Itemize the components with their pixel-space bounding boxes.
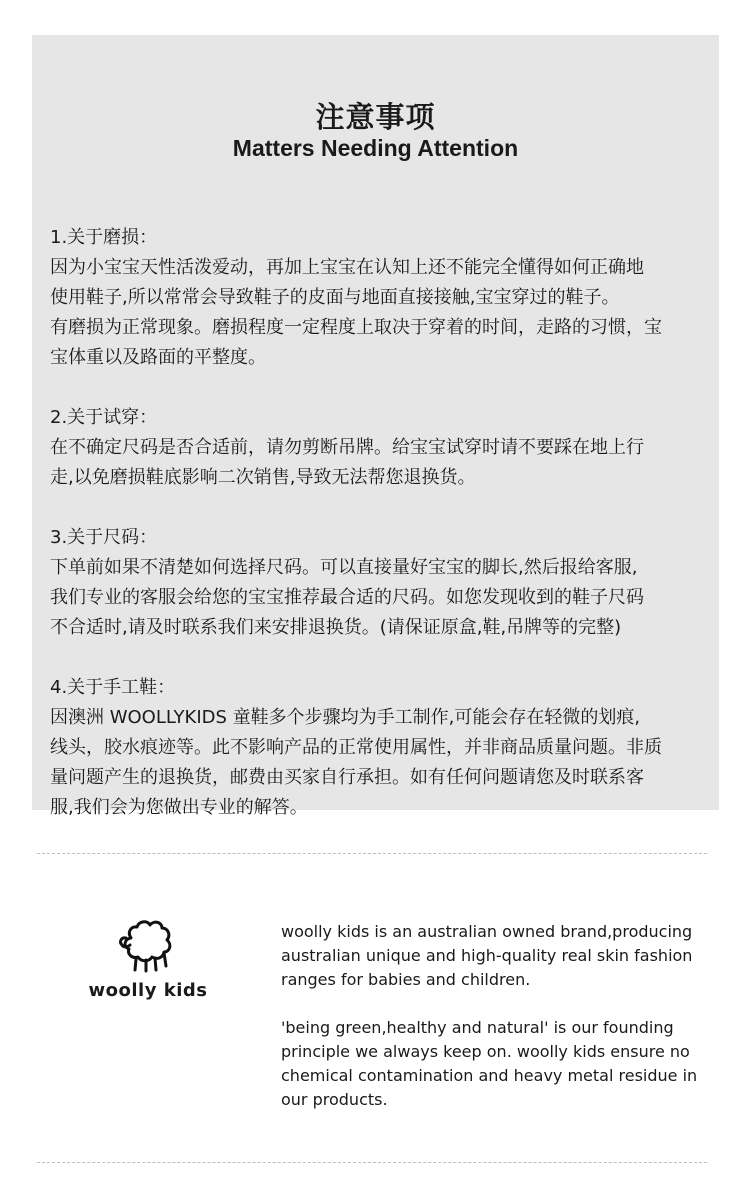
section-line: 不合适时,请及时联系我们来安排退换货。(请保证原盒,鞋,吊牌等的完整) bbox=[50, 617, 622, 638]
dashed-divider-top bbox=[37, 853, 707, 854]
section-line: 服,我们会为您做出专业的解答。 bbox=[50, 797, 308, 818]
section-line: 我们专业的客服会给您的宝宝推荐最合适的尺码。如您发现收到的鞋子尺码 bbox=[50, 587, 644, 608]
about-line: woolly kids is an australian owned brand,producing bbox=[281, 922, 693, 941]
section-heading: 3.关于尺码： bbox=[50, 527, 158, 548]
section-line: 有磨损为正常现象。磨损程度一定程度上取决于穿着的时间，走路的习惯，宝 bbox=[50, 317, 662, 338]
about-paragraph bbox=[281, 920, 711, 992]
dashed-divider-bottom bbox=[37, 1162, 707, 1163]
section-line: 宝体重以及路面的平整度。 bbox=[50, 347, 266, 368]
section-body bbox=[50, 253, 705, 373]
section-heading: 1.关于磨损： bbox=[50, 227, 158, 248]
section-line: 因为小宝宝天性活泼爱动，再加上宝宝在认知上还不能完全懂得如何正确地 bbox=[50, 257, 644, 278]
section-line: 因澳洲 WOOLLYKIDS 童鞋多个步骤均为手工制作,可能会存在轻微的划痕, bbox=[50, 707, 641, 728]
section-heading: 4.关于手工鞋： bbox=[50, 677, 176, 698]
brand-name: woolly kids bbox=[88, 980, 208, 1001]
section-body bbox=[50, 553, 705, 643]
about-line: ranges for babies and children. bbox=[281, 970, 531, 989]
section-handmade bbox=[50, 673, 705, 823]
section-line: 走,以免磨损鞋底影响二次销售,导致无法帮您退换货。 bbox=[50, 467, 476, 488]
about-line: principle we always keep on. woolly kids ensure no bbox=[281, 1042, 690, 1061]
notice-panel bbox=[32, 35, 719, 818]
about-line: our products. bbox=[281, 1090, 388, 1109]
section-line: 使用鞋子,所以常常会导致鞋子的皮面与地面直接接触,宝宝穿过的鞋子。 bbox=[50, 287, 620, 308]
section-wear bbox=[50, 223, 705, 373]
section-body bbox=[50, 433, 705, 493]
section-size bbox=[50, 523, 705, 643]
section-line: 在不确定尺码是否合适前，请勿剪断吊牌。给宝宝试穿时请不要踩在地上行 bbox=[50, 437, 644, 458]
notice-title: 注意事项 bbox=[315, 100, 436, 134]
notice-subtitle: Matters Needing Attention bbox=[232, 135, 519, 161]
about-paragraph bbox=[281, 1016, 711, 1112]
section-line: 线头，胶水痕迹等。此不影响产品的正常使用属性，并非商品质量问题。非质 bbox=[50, 737, 662, 758]
about-line: australian unique and high-quality real skin fashion bbox=[281, 946, 693, 965]
section-line: 量问题产生的退换货，邮费由买家自行承担。如有任何问题请您及时联系客 bbox=[50, 767, 644, 788]
about-line: 'being green,healthy and natural' is our founding bbox=[281, 1018, 674, 1037]
brand-logo bbox=[84, 918, 214, 1008]
notice-sections bbox=[50, 223, 705, 853]
section-body bbox=[50, 703, 705, 823]
section-line: 下单前如果不清楚如何选择尺码。可以直接量好宝宝的脚长,然后报给客服, bbox=[50, 557, 638, 578]
section-try-on bbox=[50, 403, 705, 493]
sheep-icon bbox=[117, 918, 177, 974]
brand-about bbox=[281, 920, 711, 1136]
about-line: chemical contamination and heavy metal residue in bbox=[281, 1066, 698, 1085]
section-heading: 2.关于试穿： bbox=[50, 407, 158, 428]
